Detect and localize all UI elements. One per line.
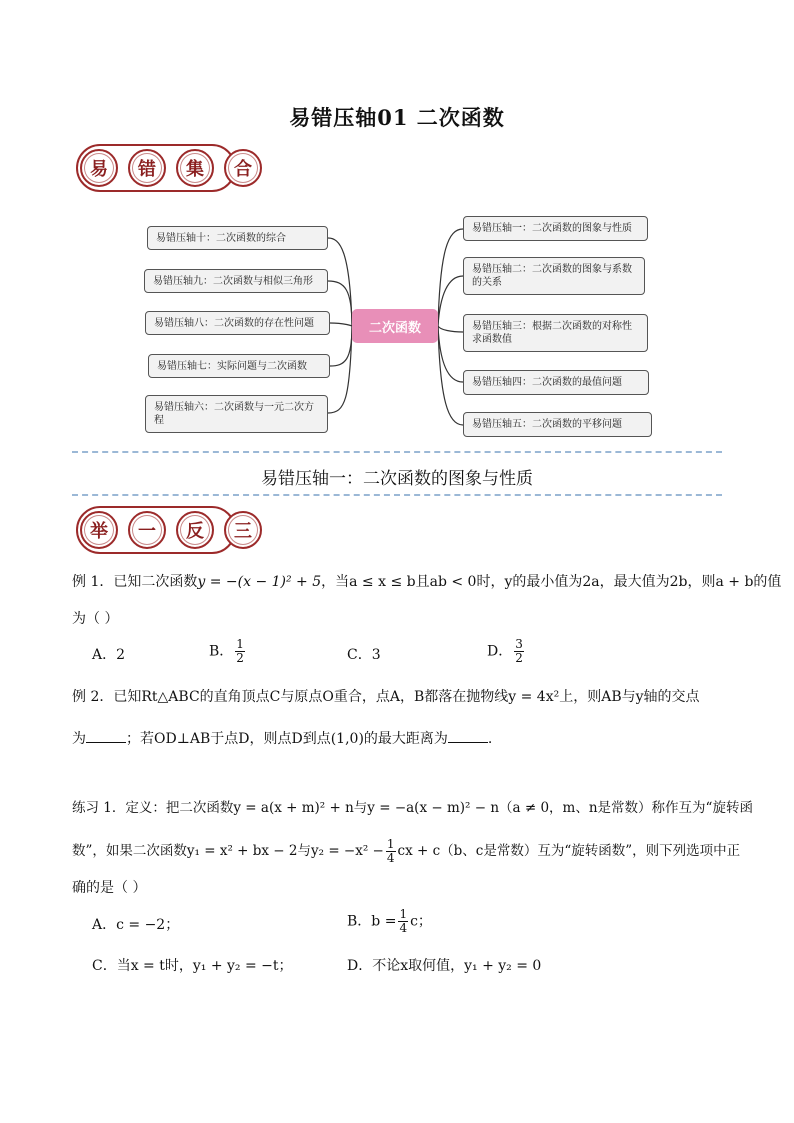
pr1-line-3: 确的是（ ） <box>72 880 147 896</box>
frac-num: 3 <box>515 637 523 651</box>
fraction <box>398 908 408 935</box>
frac-num: 1 <box>386 837 395 851</box>
pr1-optb-post: c； <box>410 913 432 930</box>
ex2-line-1: 例 2．已知Rt△ABC的直角顶点C与原点O重合，点A，B都落在抛物线y = 4x²上，则AB与y轴的交点 <box>72 689 700 705</box>
ex2-text: . <box>487 731 493 747</box>
pr1-option-b <box>347 908 432 935</box>
badge-char: 合 <box>224 149 262 187</box>
ex2-line-2 <box>72 729 492 749</box>
frac-num: 1 <box>236 637 244 651</box>
badge-char: 易 <box>80 149 118 187</box>
badge-char: 错 <box>128 149 166 187</box>
fraction <box>514 638 524 665</box>
badge-char: 集 <box>176 149 214 187</box>
pr1-line-2 <box>72 838 740 865</box>
pr1-option-c: C．当x = t时，y₁ + y₂ = −t； <box>92 958 293 974</box>
ex1-option-a: A．2 <box>92 647 126 663</box>
ex1-option-b <box>209 638 247 665</box>
ex2-text: 为 <box>72 731 86 747</box>
ex1-option-d <box>487 638 526 665</box>
ex1-func: y = −(x − 1)² + 5 <box>197 574 322 590</box>
frac-num: 1 <box>399 907 408 921</box>
ex1-option-c: C．3 <box>347 647 381 663</box>
divider <box>72 451 722 453</box>
mindmap-node: 易错压轴十：二次函数的综合 <box>147 226 328 250</box>
pr1-text: cx + c（b、c是常数）互为“旋转函数”，则下列选项中正 <box>397 843 741 859</box>
badge-group-practice <box>76 506 252 554</box>
mindmap-node: 易错压轴八：二次函数的存在性问题 <box>145 311 330 335</box>
pr1-optb-pre: B．b = <box>347 913 397 930</box>
badge-char: 反 <box>176 511 214 549</box>
ex2-text: ；若OD⊥AB于点D，则点D到点(1,0)的最大距离为 <box>126 731 448 747</box>
ex1-mid: y的最小值为2a，最大值为2b，则a + b的值 <box>504 574 782 590</box>
badge-char: 三 <box>224 511 262 549</box>
pr1-text: 数”，如果二次函数y₁ = x² + bx − 2与y₂ = −x² − <box>72 843 384 859</box>
ex1-prefix: 例 1．已知二次函数 <box>72 574 198 590</box>
frac-den: 2 <box>515 651 523 665</box>
pr1-option-a: A．c = −2； <box>92 917 180 933</box>
ex1-option-d-label: D． <box>487 643 513 660</box>
example-1-line-1 <box>72 572 781 592</box>
ex1-cond: ，当a ≤ x ≤ b且ab < 0时， <box>321 574 505 590</box>
answer-blank[interactable] <box>448 742 488 743</box>
mindmap-node: 易错压轴三：根据二次函数的对称性求函数值 <box>463 314 648 352</box>
ex1-line-2: 为（ ） <box>72 611 119 627</box>
badge-char: 举 <box>80 511 118 549</box>
pr1-option-d: D．不论x取何值，y₁ + y₂ = 0 <box>347 958 542 974</box>
pr1-line-1: 练习 1．定义：把二次函数y = a(x + m)² + n与y = −a(x − m)² − n（a ≠ 0，m、n是常数）称作互为“旋转函 <box>72 800 753 816</box>
section-title: 易错压轴一：二次函数的图象与性质 <box>261 469 533 489</box>
fraction <box>386 838 396 865</box>
mindmap-node: 易错压轴九：二次函数与相似三角形 <box>144 269 328 293</box>
mindmap-center: 二次函数 <box>352 309 438 343</box>
divider <box>72 494 722 496</box>
frac-den: 2 <box>236 651 244 665</box>
frac-den: 4 <box>399 921 408 935</box>
mindmap-connectors <box>0 0 794 460</box>
page-title: 易错压轴01 二次函数 <box>289 105 505 130</box>
frac-den: 4 <box>386 851 395 865</box>
mindmap-node: 易错压轴七：实际问题与二次函数 <box>148 354 330 378</box>
ex1-option-b-label: B． <box>209 643 234 660</box>
badge-char: 一 <box>128 511 166 549</box>
mindmap-node: 易错压轴二：二次函数的图象与系数的关系 <box>463 257 645 295</box>
answer-blank[interactable] <box>86 742 126 743</box>
fraction <box>235 638 245 665</box>
mindmap-node: 易错压轴四：二次函数的最值问题 <box>463 370 649 395</box>
mindmap-node: 易错压轴一：二次函数的图象与性质 <box>463 216 648 241</box>
mindmap-node: 易错压轴六：二次函数与一元二次方程 <box>145 395 328 433</box>
mindmap-node: 易错压轴五：二次函数的平移问题 <box>463 412 652 437</box>
